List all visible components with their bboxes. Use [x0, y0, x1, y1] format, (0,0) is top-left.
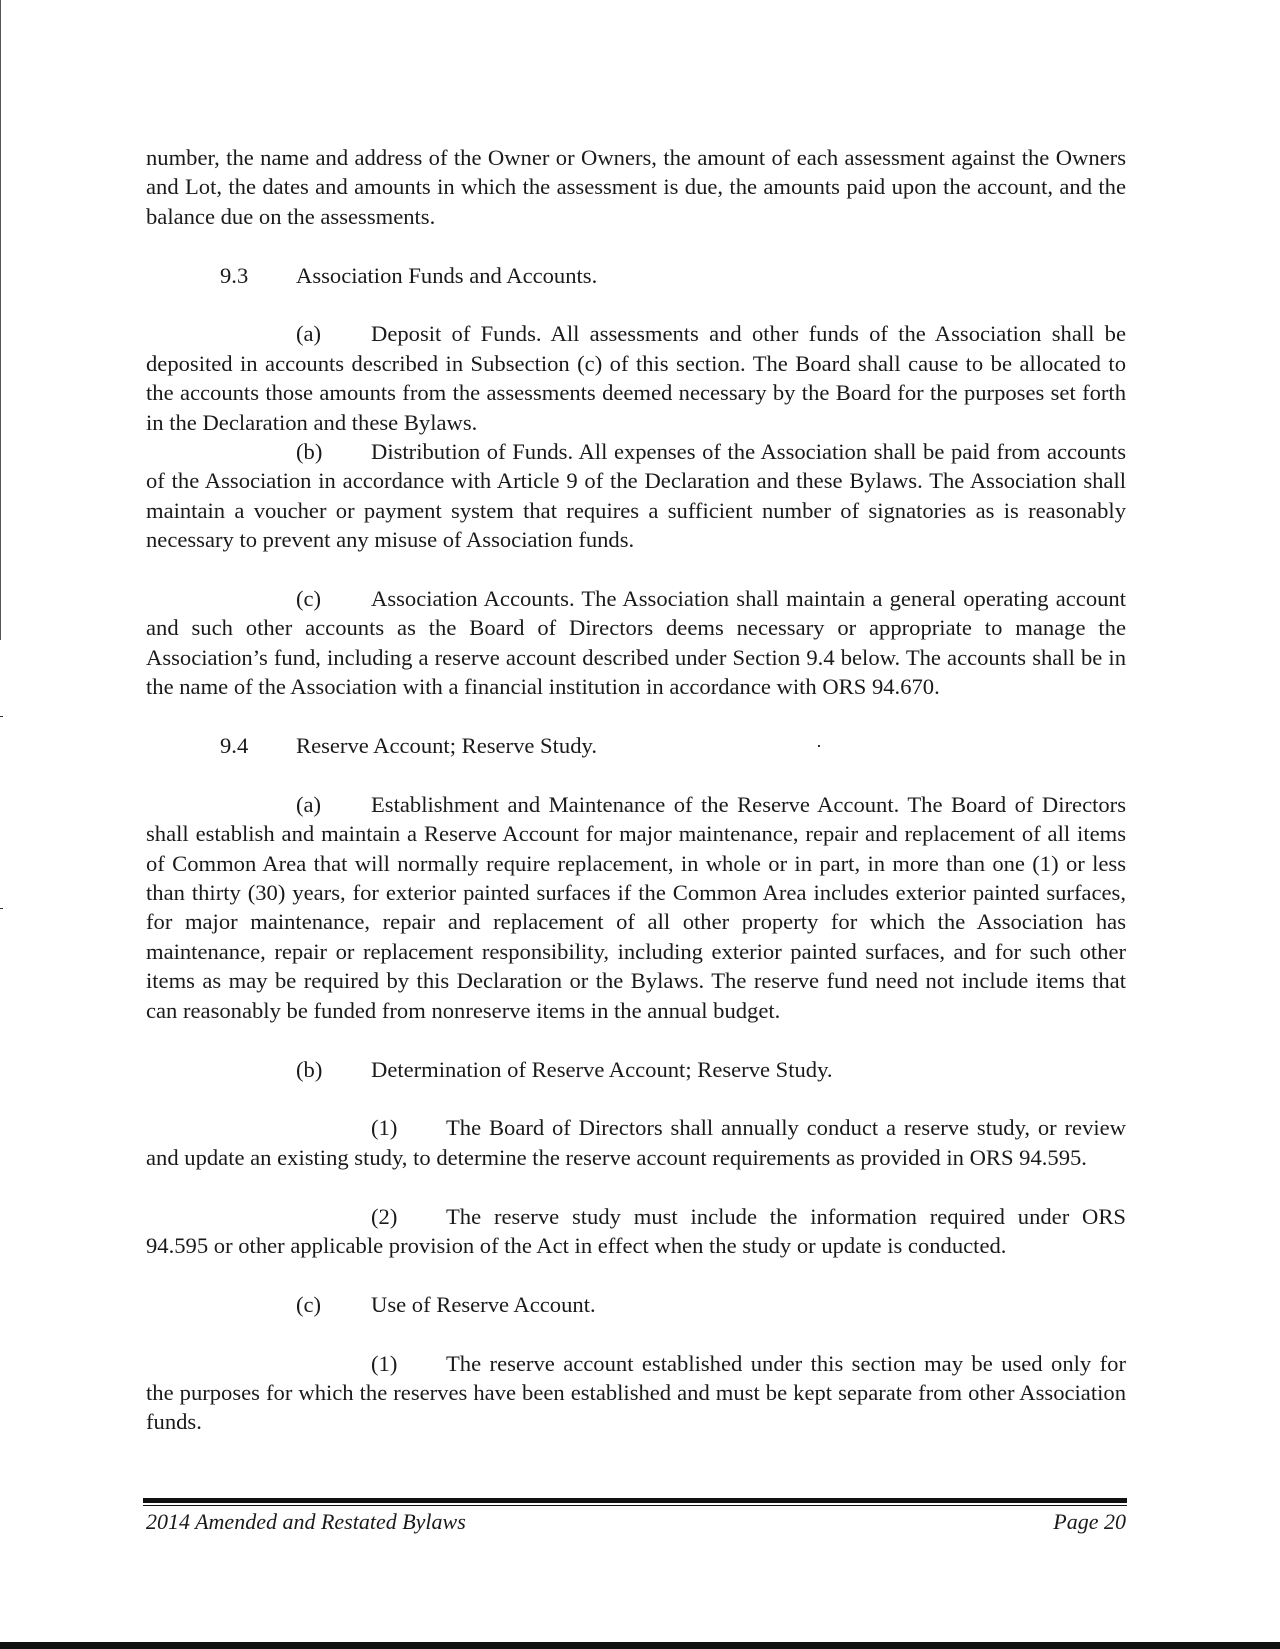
paragraph-continuation: number, the name and address of the Owner or Owners, the amount of each assessment against the Owners and Lot, the dates and amounts in which the assessment is due, the amounts paid upon the account, and the balance due on the assessments. — [146, 145, 1126, 229]
section-number: 9.3 — [220, 262, 249, 288]
subsection-label: (c) — [296, 586, 322, 612]
footer-rule-thick — [143, 1498, 1127, 1503]
section-9-4-heading — [146, 731, 1126, 760]
subsection-9-3-b — [146, 437, 1126, 555]
subsection-9-3-a — [146, 319, 1126, 437]
subsection-label: (b) — [296, 439, 323, 465]
subsection-text: Establishment and Maintenance of the Reserve Account. The Board of Directors shall establish and maintain a Reserve Account for major maintenance, repair and replacement of all items of Common Area that will normally require replacement, in whole or in part, in more than one (1) or less than thirty (30) years, for exterior painted surfaces if the Common Area includes exterior painted surfaces, for major maintenance, repair and replacement of all other property for which the Association has maintenance, repair or replacement responsibility, including exterior painted surfaces, and for such other items as may be required by this Declaration or the Bylaws. The reserve fund need not include items that can reasonably be funded from nonreserve items in the annual budget. — [146, 791, 1126, 1023]
footer-document-title: 2014 Amended and Restated Bylaws — [146, 1509, 466, 1534]
subsection-text: Deposit of Funds. All assessments and other funds of the Association shall be deposited in accounts described in Subsection (c) of this section. The Board shall cause to be allocated to the accounts those amounts from the assessments deemed necessary by the Board for the purposes set forth in the Declaration and these Bylaws. — [146, 321, 1126, 435]
body-text — [146, 143, 1126, 1437]
section-title: Association Funds and Accounts. — [296, 262, 598, 288]
subsection-9-4-b — [146, 1055, 1126, 1084]
item-9-4-b-2 — [146, 1202, 1126, 1261]
subsection-9-4-c — [146, 1290, 1126, 1319]
subsection-label: (b) — [296, 1056, 323, 1082]
subsection-9-3-c — [146, 584, 1126, 702]
subsection-9-4-a — [146, 790, 1126, 1025]
item-text: The reserve account established under this section may be used only for the purposes for which the reserves have been established and must be kept separate from other Association funds. — [146, 1350, 1126, 1435]
item-9-4-c-1 — [146, 1349, 1126, 1437]
item-9-4-b-1 — [146, 1113, 1126, 1172]
subsection-text: Use of Reserve Account. — [371, 1291, 596, 1317]
scan-edge-line — [0, 0, 1, 640]
scan-bottom-edge — [0, 1642, 1280, 1649]
item-label: (2) — [371, 1203, 398, 1229]
subsection-label: (a) — [296, 791, 322, 817]
scan-fleck — [0, 716, 3, 717]
subsection-label: (a) — [296, 321, 322, 347]
item-label: (1) — [371, 1115, 398, 1141]
section-9-3-heading — [146, 261, 1126, 290]
item-label: (1) — [371, 1350, 398, 1376]
footer-rule-thin — [143, 1505, 1127, 1506]
item-text: The Board of Directors shall annually conduct a reserve study, or review and update an existing study, to determine the reserve account requirements as provided in ORS 94.595. — [146, 1115, 1126, 1170]
section-title: Reserve Account; Reserve Study. — [296, 733, 597, 759]
subsection-text: Distribution of Funds. All expenses of the Association shall be paid from accounts of the Association in accordance with Article 9 of the Declaration and these Bylaws. The Association shall maintain a voucher or payment system that requires a sufficient number of signatories as is reasonably necessary to prevent any misuse of Association funds. — [146, 439, 1126, 553]
subsection-label: (c) — [296, 1291, 322, 1317]
subsection-text: Determination of Reserve Account; Reserve Study. — [371, 1056, 833, 1082]
section-number: 9.4 — [220, 733, 249, 759]
footer-page-number: Page 20 — [1053, 1509, 1126, 1534]
scan-fleck — [0, 908, 3, 909]
subsection-text: Association Accounts. The Association shall maintain a general operating account and such other accounts as the Board of Directors deems necessary or appropriate to manage the Association’s fund, including a reserve account described under Section 9.4 below. The accounts shall be in the name of the Association with a financial institution in accordance with ORS 94.670. — [146, 586, 1126, 700]
item-text: The reserve study must include the information required under ORS 94.595 or other applicable provision of the Act in effect when the study or update is conducted. — [146, 1203, 1126, 1258]
